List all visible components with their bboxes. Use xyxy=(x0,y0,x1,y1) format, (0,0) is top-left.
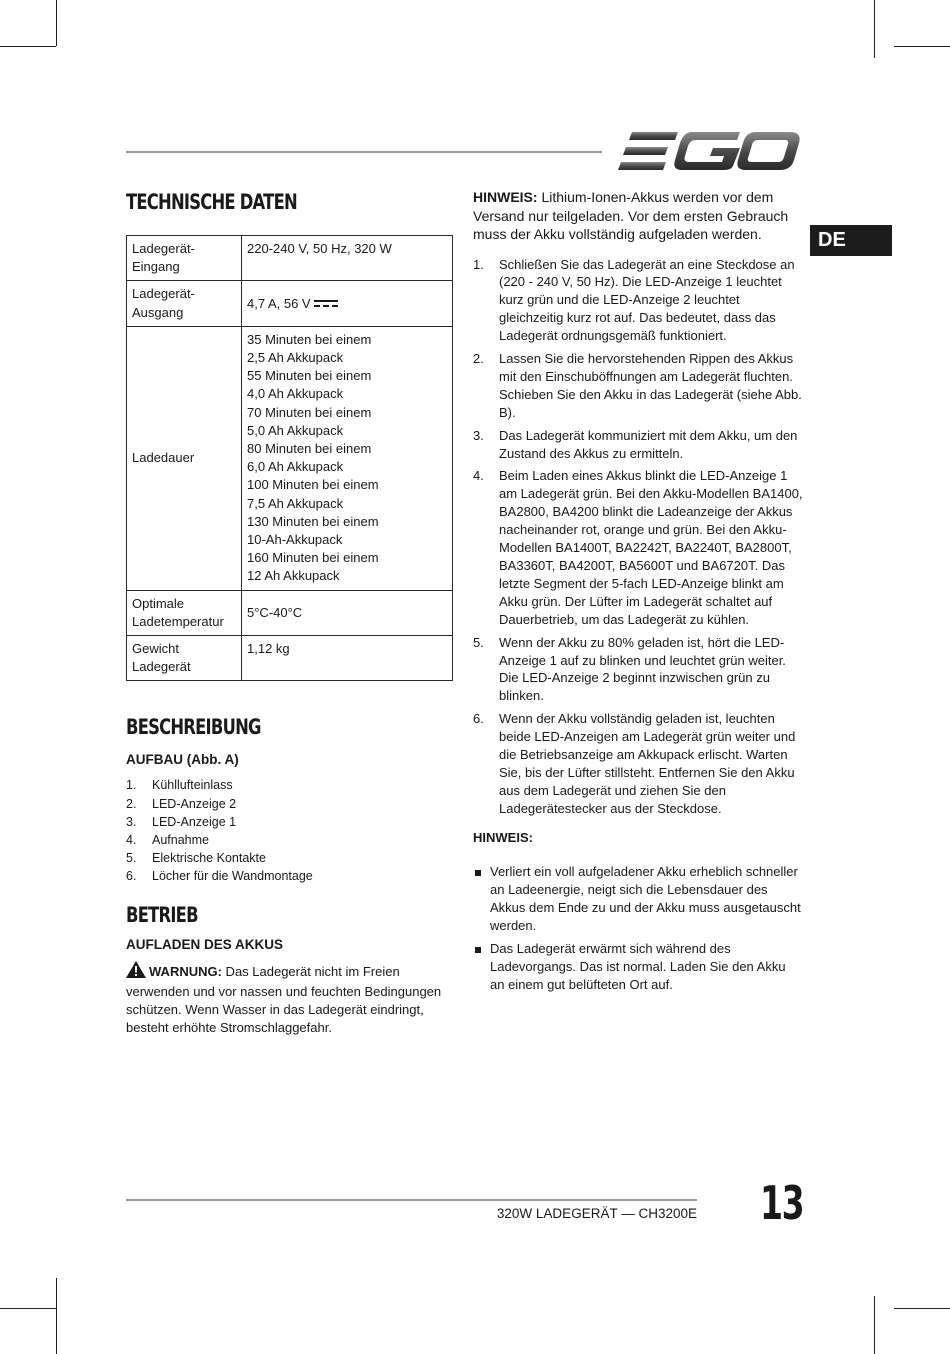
spec-key: Ladedauer xyxy=(127,326,242,590)
footer-title: 320W LADEGERÄT — CH3200E xyxy=(496,1206,697,1221)
spec-table xyxy=(126,235,453,681)
parts-list xyxy=(126,776,456,885)
list-item: 4. Aufnahme xyxy=(126,833,209,848)
crop-mark xyxy=(894,46,950,47)
note2-label: HINWEIS: xyxy=(473,829,533,845)
spec-value: 220-240 V, 50 Hz, 320 W xyxy=(242,236,453,281)
spec-value: 1,12 kg xyxy=(242,636,453,681)
subheading-aufladen: AUFLADEN DES AKKUS xyxy=(126,936,284,952)
table-row xyxy=(127,236,453,281)
warning-paragraph xyxy=(126,961,456,1038)
table-row xyxy=(127,281,453,326)
section-title-betrieb: BETRIEB xyxy=(126,902,198,927)
subheading-aufbau: AUFBAU (Abb. A) xyxy=(126,752,239,768)
list-item: 1. Kühllufteinlass xyxy=(126,778,233,793)
table-row xyxy=(127,636,453,681)
warning-triangle-icon xyxy=(126,961,146,983)
crop-mark xyxy=(56,0,57,46)
crop-mark xyxy=(874,1296,875,1354)
crop-mark xyxy=(0,46,56,47)
page-number: 13 xyxy=(760,1176,804,1230)
left-column xyxy=(126,190,456,1038)
list-item: 6. Wenn der Akku vollständig geladen ist, leuchten beide LED-Anzeigen am Ladegerät grün weiter und die Betriebsanzeige am Akkupack erlischt. Warten Sie, bis der Lüfter stillsteht. Entfernen Sie den Akku aus dem Ladegerät und ziehen Sie den Ladegerätestecker aus der Steckdose. xyxy=(473,711,796,816)
list-item: 5. Elektrische Kontakte xyxy=(126,851,266,866)
warning-label: WARNUNG: xyxy=(149,963,222,979)
list-item: 3. Das Ladegerät kommuniziert mit dem Akku, um den Zustand des Akkus zu ermitteln. xyxy=(473,427,798,461)
header-rule xyxy=(126,151,602,153)
section-title-technische-daten: TECHNISCHE DATEN xyxy=(126,190,297,214)
spec-value: 4,7 A, 56 V xyxy=(242,281,453,326)
crop-mark xyxy=(894,1308,950,1309)
language-tab: DE xyxy=(810,225,892,256)
list-item: 3. LED-Anzeige 1 xyxy=(126,814,237,829)
crop-mark xyxy=(0,1308,56,1309)
crop-mark xyxy=(874,0,875,58)
note-paragraph xyxy=(473,188,803,244)
list-item: Verliert ein voll aufgeladener Akku erheblich schneller an Ladeenergie, neigt sich die Lebensdauer des Akkus dem Ende zu und der Akku muss ausgetauscht werden. xyxy=(473,863,803,936)
spec-value: 35 Minuten bei einem 2,5 Ah Akkupack 55 Minuten bei einem 4,0 Ah Akkupack 70 Minuten bei einem 5,0 Ah Akkupack 80 Minuten bei einem 6,0 Ah Akkupack 100 Minuten bei einem 7,5 Ah Akkupack 130 Minuten bei einem 10-Ah-Akkupack 160 Minuten bei einem 12 Ah Akkupack xyxy=(242,326,453,590)
ego-logo xyxy=(618,130,800,172)
charging-steps xyxy=(473,256,803,818)
spec-key: Ladegerät- Ausgang xyxy=(127,281,242,326)
bullet-square-icon xyxy=(473,940,490,995)
list-item: Das Ladegerät erwärmt sich während des Ladevorgangs. Das ist normal. Laden Sie den Akku an einem gut belüfteten Ort auf. xyxy=(473,940,803,995)
list-item: 4. Beim Laden eines Akkus blinkt die LED-Anzeige 1 am Ladegerät grün. Bei den Akku-Modellen BA1400, BA2800, BA4200 blinkt die Ladeanzeige der Akkus nacheinander rot, orange und grün. Bei den Akku-Modellen BA1400T, BA2242T, BA2240T, BA2800T, BA3360T, BA4200T, BA5600T und BA6720T. Das letzte Segment der 5-fach LED-Anzeige blinkt am Akku grün. Der Lüfter im Ladegerät schaltet auf Dauerbetrieb, um das Ladegerät zu kühlen. xyxy=(473,468,803,627)
bullet-square-icon xyxy=(473,863,490,936)
right-column xyxy=(473,188,803,998)
list-item: 5. Wenn der Akku zu 80% geladen ist, hört die LED-Anzeige 1 auf zu blinken und leuchtet grün weiter. Die LED-Anzeige 2 beginnt inzwischen grün zu blinken. xyxy=(473,634,786,704)
spec-key: Optimale Ladetemperatur xyxy=(127,590,242,635)
section-title-beschreibung: BESCHREIBUNG xyxy=(126,715,261,740)
note-label: HINWEIS: xyxy=(473,189,538,205)
footer-rule xyxy=(126,1199,697,1201)
table-row xyxy=(127,590,453,635)
spec-value: 5°C-40°C xyxy=(242,590,453,635)
spec-key: Ladegerät- Eingang xyxy=(127,236,242,281)
warning-text: Das Ladegerät nicht im Freien verwenden und vor nassen und feuchten Bedingungen schützen. Wenn Wasser in das Ladegerät eindringt, besteht erhöhte Stromschlaggefahr. xyxy=(126,963,442,1036)
table-row xyxy=(127,326,453,590)
list-item: 2. Lassen Sie die hervorstehenden Rippen des Akkus mit den Einschuböffnungen am Ladegerät fluchten. Schieben Sie den Akku in das Ladegerät (siehe Abb. B). xyxy=(473,351,802,420)
spec-key: Gewicht Ladegerät xyxy=(127,636,242,681)
dc-symbol-icon xyxy=(314,300,338,308)
list-item: 6. Löcher für die Wandmontage xyxy=(126,869,313,884)
list-item: 2. LED-Anzeige 2 xyxy=(126,796,237,811)
list-item: 1. Schließen Sie das Ladegerät an eine Steckdose an (220 - 240 V, 50 Hz). Die LED-Anzeige 1 leuchtet kurz grün und die LED-Anzeige 2 leuchtet gleichzeitig kurz rot auf. Das bedeutet, dass das Ladegerät ordnungsgemäß funktioniert. xyxy=(473,256,795,344)
note-bullets xyxy=(473,863,803,994)
note-text: Lithium-Ionen-Akkus werden vor dem Versand nur teilgeladen. Vor dem ersten Gebrauch muss der Akku vollständig aufgeladen werden. xyxy=(473,189,789,242)
crop-mark xyxy=(56,1278,57,1354)
